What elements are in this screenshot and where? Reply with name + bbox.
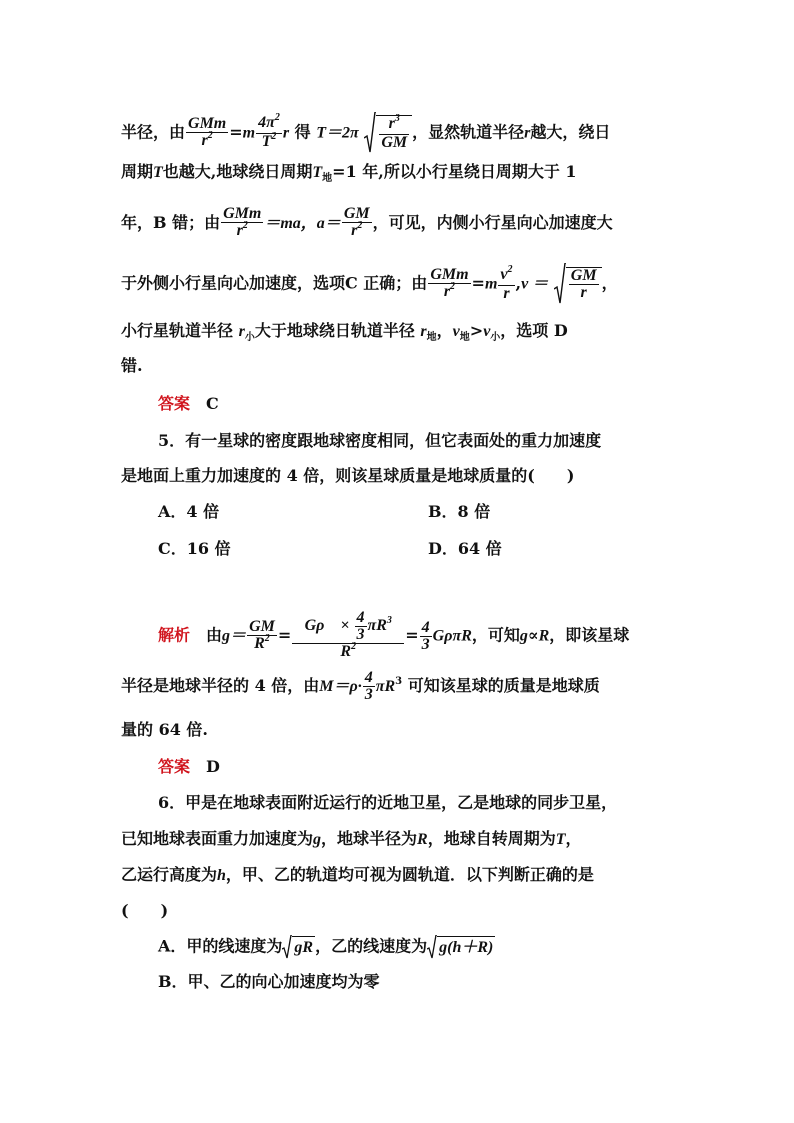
q5-analysis-3: 量的 64 倍. — [121, 720, 208, 739]
q5-analysis-1: 解析 由g＝ $\frac{GM}{R^2}$ = Gρ × $\frac{4}{3}$ $\pi R^3$ $R^2$ = $\frac{4}{3}$ GρπR，可知g∝R，即该星球 — [158, 609, 630, 660]
q4-line-3: 年，B 错；由 $\frac{\text{GMm}}{r^2}$ ＝ma，a＝ $\frac{GM}{r^2}$ ，可见，内侧小行星向心加速度大 — [121, 205, 613, 239]
q6-stem-2: 已知地球表面重力加速度为g，地球半径为R，地球自转周期为T， — [121, 829, 582, 848]
sqrt-r3-over-gm: $\frac{r^3}{GM}$ — [364, 112, 412, 154]
q4-line-2: 周期T也越大,地球绕日周期$T_地=1$ 年,所以小行星绕日周期大于 1 — [121, 162, 577, 184]
q5-option-a: A．4 倍 — [158, 502, 220, 521]
q5-option-b: B．8 倍 — [428, 502, 491, 521]
q6-option-b: B．甲、乙的向心加速度均为零 — [158, 972, 380, 991]
q4-line-5: 小行星轨道半径 $r_小$大于地球绕日轨道半径 $r_地$，$v_地>v_小$，选项 D — [121, 321, 568, 343]
q6-stem-3: 乙运行高度为h，甲、乙的轨道均可视为圆轨道．以下判断正确的是 — [121, 865, 594, 884]
formula-4pi2-over-t2: $\frac{4\pi^2}{T^2}$ — [258, 111, 280, 150]
q4-line-1: 半径，由 $\frac{\text{GMm}}{r^2}$ =m $\frac{4\pi^2}{T^2}$ r 得 T＝2π $\frac{r^3}{GM}$ ，显然轨道半径r越大，绕日 — [121, 112, 610, 154]
q5-stem-1: 5．有一星球的密度跟地球密度相同，但它表面处的重力加速度 — [158, 431, 602, 450]
formula-gmm-over-r2: $\frac{\text{GMm}}{r^2}$ — [188, 114, 227, 149]
q5-option-c: C．16 倍 — [158, 539, 231, 558]
q6-stem-4: ( ) — [121, 901, 169, 920]
q4-answer: 答案 C — [158, 394, 219, 413]
q6-option-a: A．甲的线速度为 gR ，乙的线速度为 g(h＋R) — [158, 935, 495, 959]
q5-analysis-2: 半径是地球半径的 4 倍，由M＝ρ· $\frac{4}{3}$ $\pi R^3$ 可知该星球的质量是地球质 — [121, 669, 600, 703]
q5-answer: 答案 D — [158, 757, 220, 776]
q5-stem-2: 是地面上重力加速度的 4 倍，则该星球质量是地球质量的( ) — [121, 466, 575, 485]
q4-line-4: 于外侧小行星向心加速度，选项C 正确；由 $\frac{\text{GMm}}{r^2}$ =m $\frac{v^2}{r}$ ,v ＝ $\frac{GM}{r}$ ， — [121, 263, 618, 302]
q6-stem-1: 6．甲是在地球表面附近运行的近地卫星，乙是地球的同步卫星， — [158, 793, 618, 812]
q4-line-6: 错. — [121, 356, 143, 375]
q5-option-d: D．64 倍 — [428, 539, 502, 558]
